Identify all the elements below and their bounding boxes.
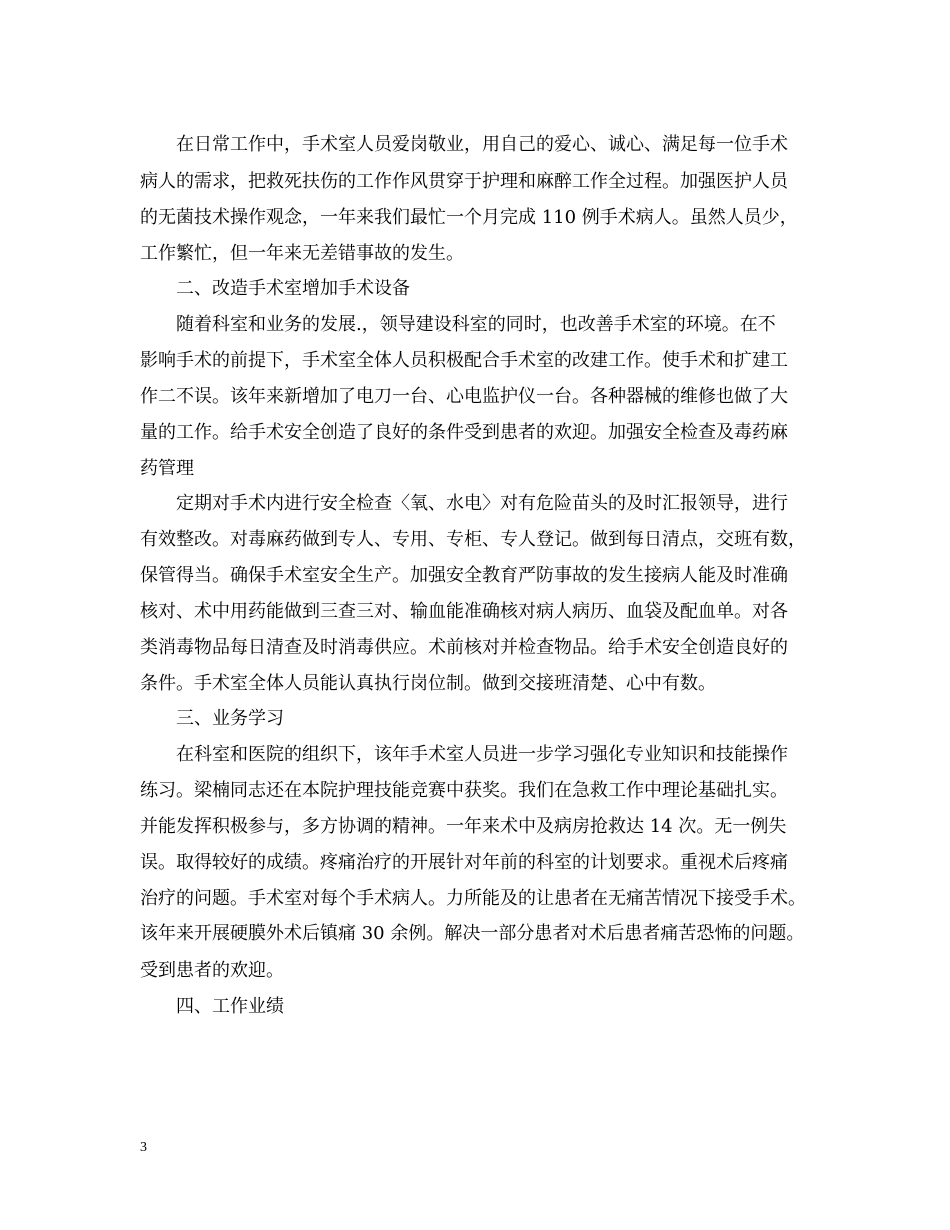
text-line: 量的工作。给手术安全创造了良好的条件受到患者的欢迎。加强安全检查及毒药麻: [140, 422, 788, 443]
text-line: 药管理: [140, 458, 194, 479]
text-line: 在科室和医院的组织下，该年手术室人员进一步学习强化专业知识和技能操作: [176, 744, 788, 765]
text-line: 有效整改。对毒麻药做到专人、专用、专柜、专人登记。做到每日清点，交班有数，: [140, 529, 806, 550]
text-line: 受到患者的欢迎。: [140, 960, 284, 981]
text-line: 该年来开展硬膜外术后镇痛 30 余例。解决一部分患者对术后患者痛苦恐怖的问题。: [140, 923, 805, 944]
text-line: 的无菌技术操作观念，一年来我们最忙一个月完成 110 例手术病人。虽然人员少，: [140, 207, 798, 228]
text-line: 类消毒物品每日清查及时消毒供应。术前核对并检查物品。给手术安全创造良好的: [140, 637, 788, 658]
text-line: 误。取得较好的成绩。疼痛治疗的开展针对年前的科室的计划要求。重视术后疼痛: [140, 852, 788, 873]
text-line: 定期对手术内进行安全检查〈氧、水电〉对有危险苗头的及时汇报领导，进行: [176, 493, 788, 514]
text-line: 练习。梁楠同志还在本院护理技能竞赛中获奖。我们在急救工作中理论基础扎实。: [140, 780, 788, 801]
text-line: 并能发挥积极参与，多方协调的精神。一年来术中及病房抢救达 14 次。无一例失: [140, 816, 787, 837]
text-line: 病人的需求，把救死扶伤的工作作风贯穿于护理和麻醉工作全过程。加强医护人员: [140, 171, 788, 192]
text-line: 工作繁忙，但一年来无差错事故的发生。: [140, 243, 464, 264]
text-line: 保管得当。确保手术室安全生产。加强安全教育严防事故的发生接病人能及时准确: [140, 565, 788, 586]
text-line: 在日常工作中，手术室人员爱岗敬业，用自己的爱心、诚心、满足每一位手术: [176, 134, 788, 155]
text-line: 治疗的问题。手术室对每个手术病人。力所能及的让患者在无痛苦情况下接受手术。: [140, 888, 806, 909]
text-line: 影响手术的前提下，手术室全体人员积极配合手术室的改建工作。使手术和扩建工: [140, 350, 788, 371]
text-line: 核对、术中用药能做到三查三对、输血能准确核对病人病历、血袋及配血单。对各: [140, 601, 788, 622]
section-heading: 二、改造手术室增加手术设备: [176, 278, 410, 299]
section-heading: 三、业务学习: [176, 708, 284, 729]
text-line: 作二不误。该年来新增加了电刀一台、心电监护仪一台。各种器械的维修也做了大: [140, 386, 788, 407]
page-number: 3: [140, 1140, 147, 1155]
section-heading: 四、工作业绩: [176, 996, 284, 1017]
text-line: 条件。手术室全体人员能认真执行岗位制。做到交接班清楚、心中有数。: [140, 673, 716, 694]
text-line: 随着科室和业务的发展.，领导建设科室的同时，也改善手术室的环境。在不: [176, 314, 776, 335]
